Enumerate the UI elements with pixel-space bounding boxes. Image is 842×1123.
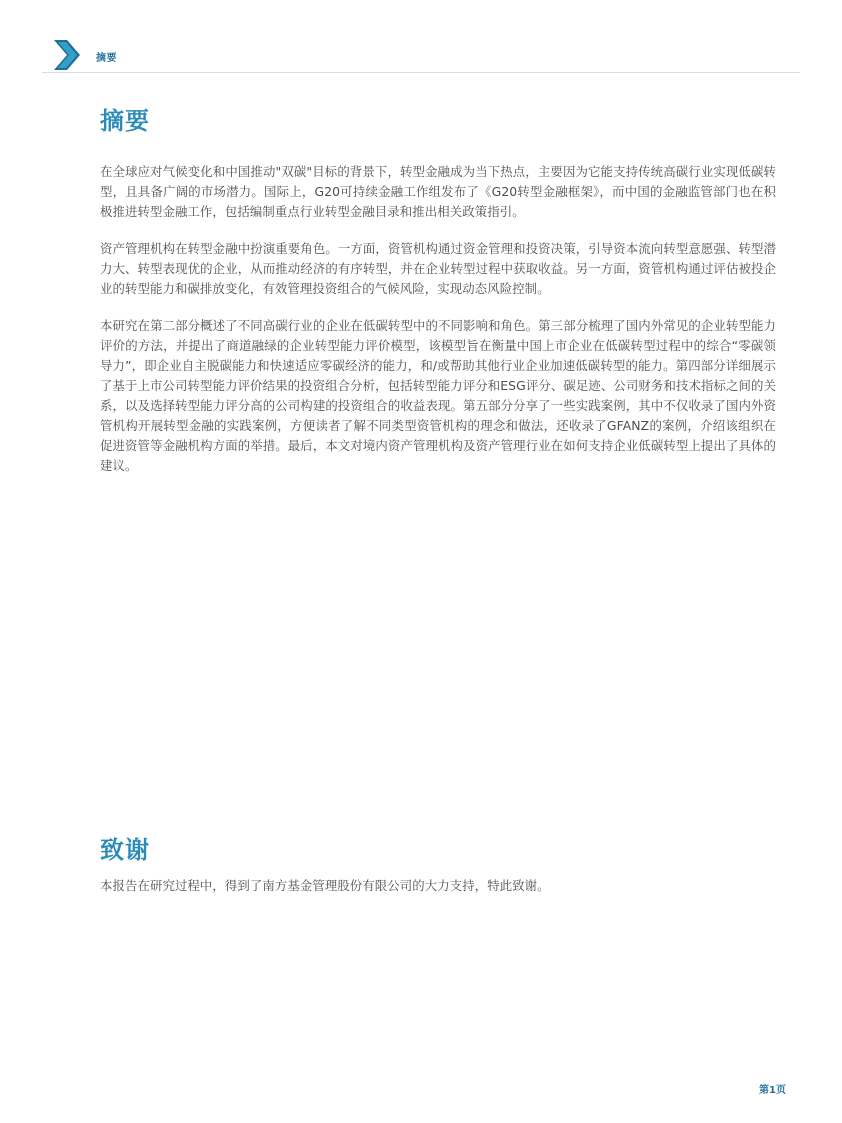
abstract-paragraph-1: 在全球应对气候变化和中国推动"双碳"目标的背景下，转型金融成为当下热点，主要因为它能支持传统高碳行业实现低碳转型，且具备广阔的市场潜力。国际上，G20可持续金融工作组发布了《G20转型金融框架》，而中国的金融监管部门也在积极推进转型金融工作，包括编制重点行业转型金融目录和推出相关政策指引。: [100, 164, 776, 219]
abstract-paragraph-3: 本研究在第二部分概述了不同高碳行业的企业在低碳转型中的不同影响和角色。第三部分梳理了国内外常见的企业转型能力评价的方法，并提出了商道融绿的企业转型能力评价模型，该模型旨在衡量中国上市企业在低碳转型过程中的综合“零碳领导力”，即企业自主脱碳能力和快速适应零碳经济的能力，和/或帮助其他行业企业加速低碳转型的能力。第四部分详细展示了基于上市公司转型能力评价结果的投资组合分析，包括转型能力评分和ESG评分、碳足迹、公司财务和技术指标之间的关系，以及选择转型能力评分高的公司构建的投资组合的收益表现。第五部分分享了一些实践案例，其中不仅收录了国内外资管机构开展转型金融的实践案例，方便读者了解不同类型资管机构的理念和做法，还收录了GFANZ的案例，介绍该组织在促进资管等金融机构方面的举措。最后，本文对境内资产管理机构及资产管理行业在如何支持企业低碳转型上提出了具体的建议。: [100, 318, 776, 473]
acknowledgement-body: [100, 876, 776, 913]
abstract-body: [100, 162, 776, 493]
header-section-title: 摘要: [96, 53, 117, 64]
page-number: 第1页: [759, 1085, 786, 1096]
acknowledgement-heading: 致谢: [100, 836, 150, 864]
chevron-logo-icon: [54, 40, 80, 70]
abstract-heading: 摘要: [100, 107, 150, 135]
acknowledgement-text: 本报告在研究过程中，得到了南方基金管理股份有限公司的大力支持，特此致谢。: [100, 878, 550, 893]
page-header: [0, 0, 842, 74]
abstract-paragraph-2: 资产管理机构在转型金融中扮演重要角色。一方面，资管机构通过资金管理和投资决策，引导资本流向转型意愿强、转型潜力大、转型表现优的企业，从而推动经济的有序转型，并在企业转型过程中获取收益。另一方面，资管机构通过评估被投企业的转型能力和碳排放变化，有效管理投资组合的气候风险，实现动态风险控制。: [100, 241, 776, 296]
header-divider: [42, 72, 800, 73]
